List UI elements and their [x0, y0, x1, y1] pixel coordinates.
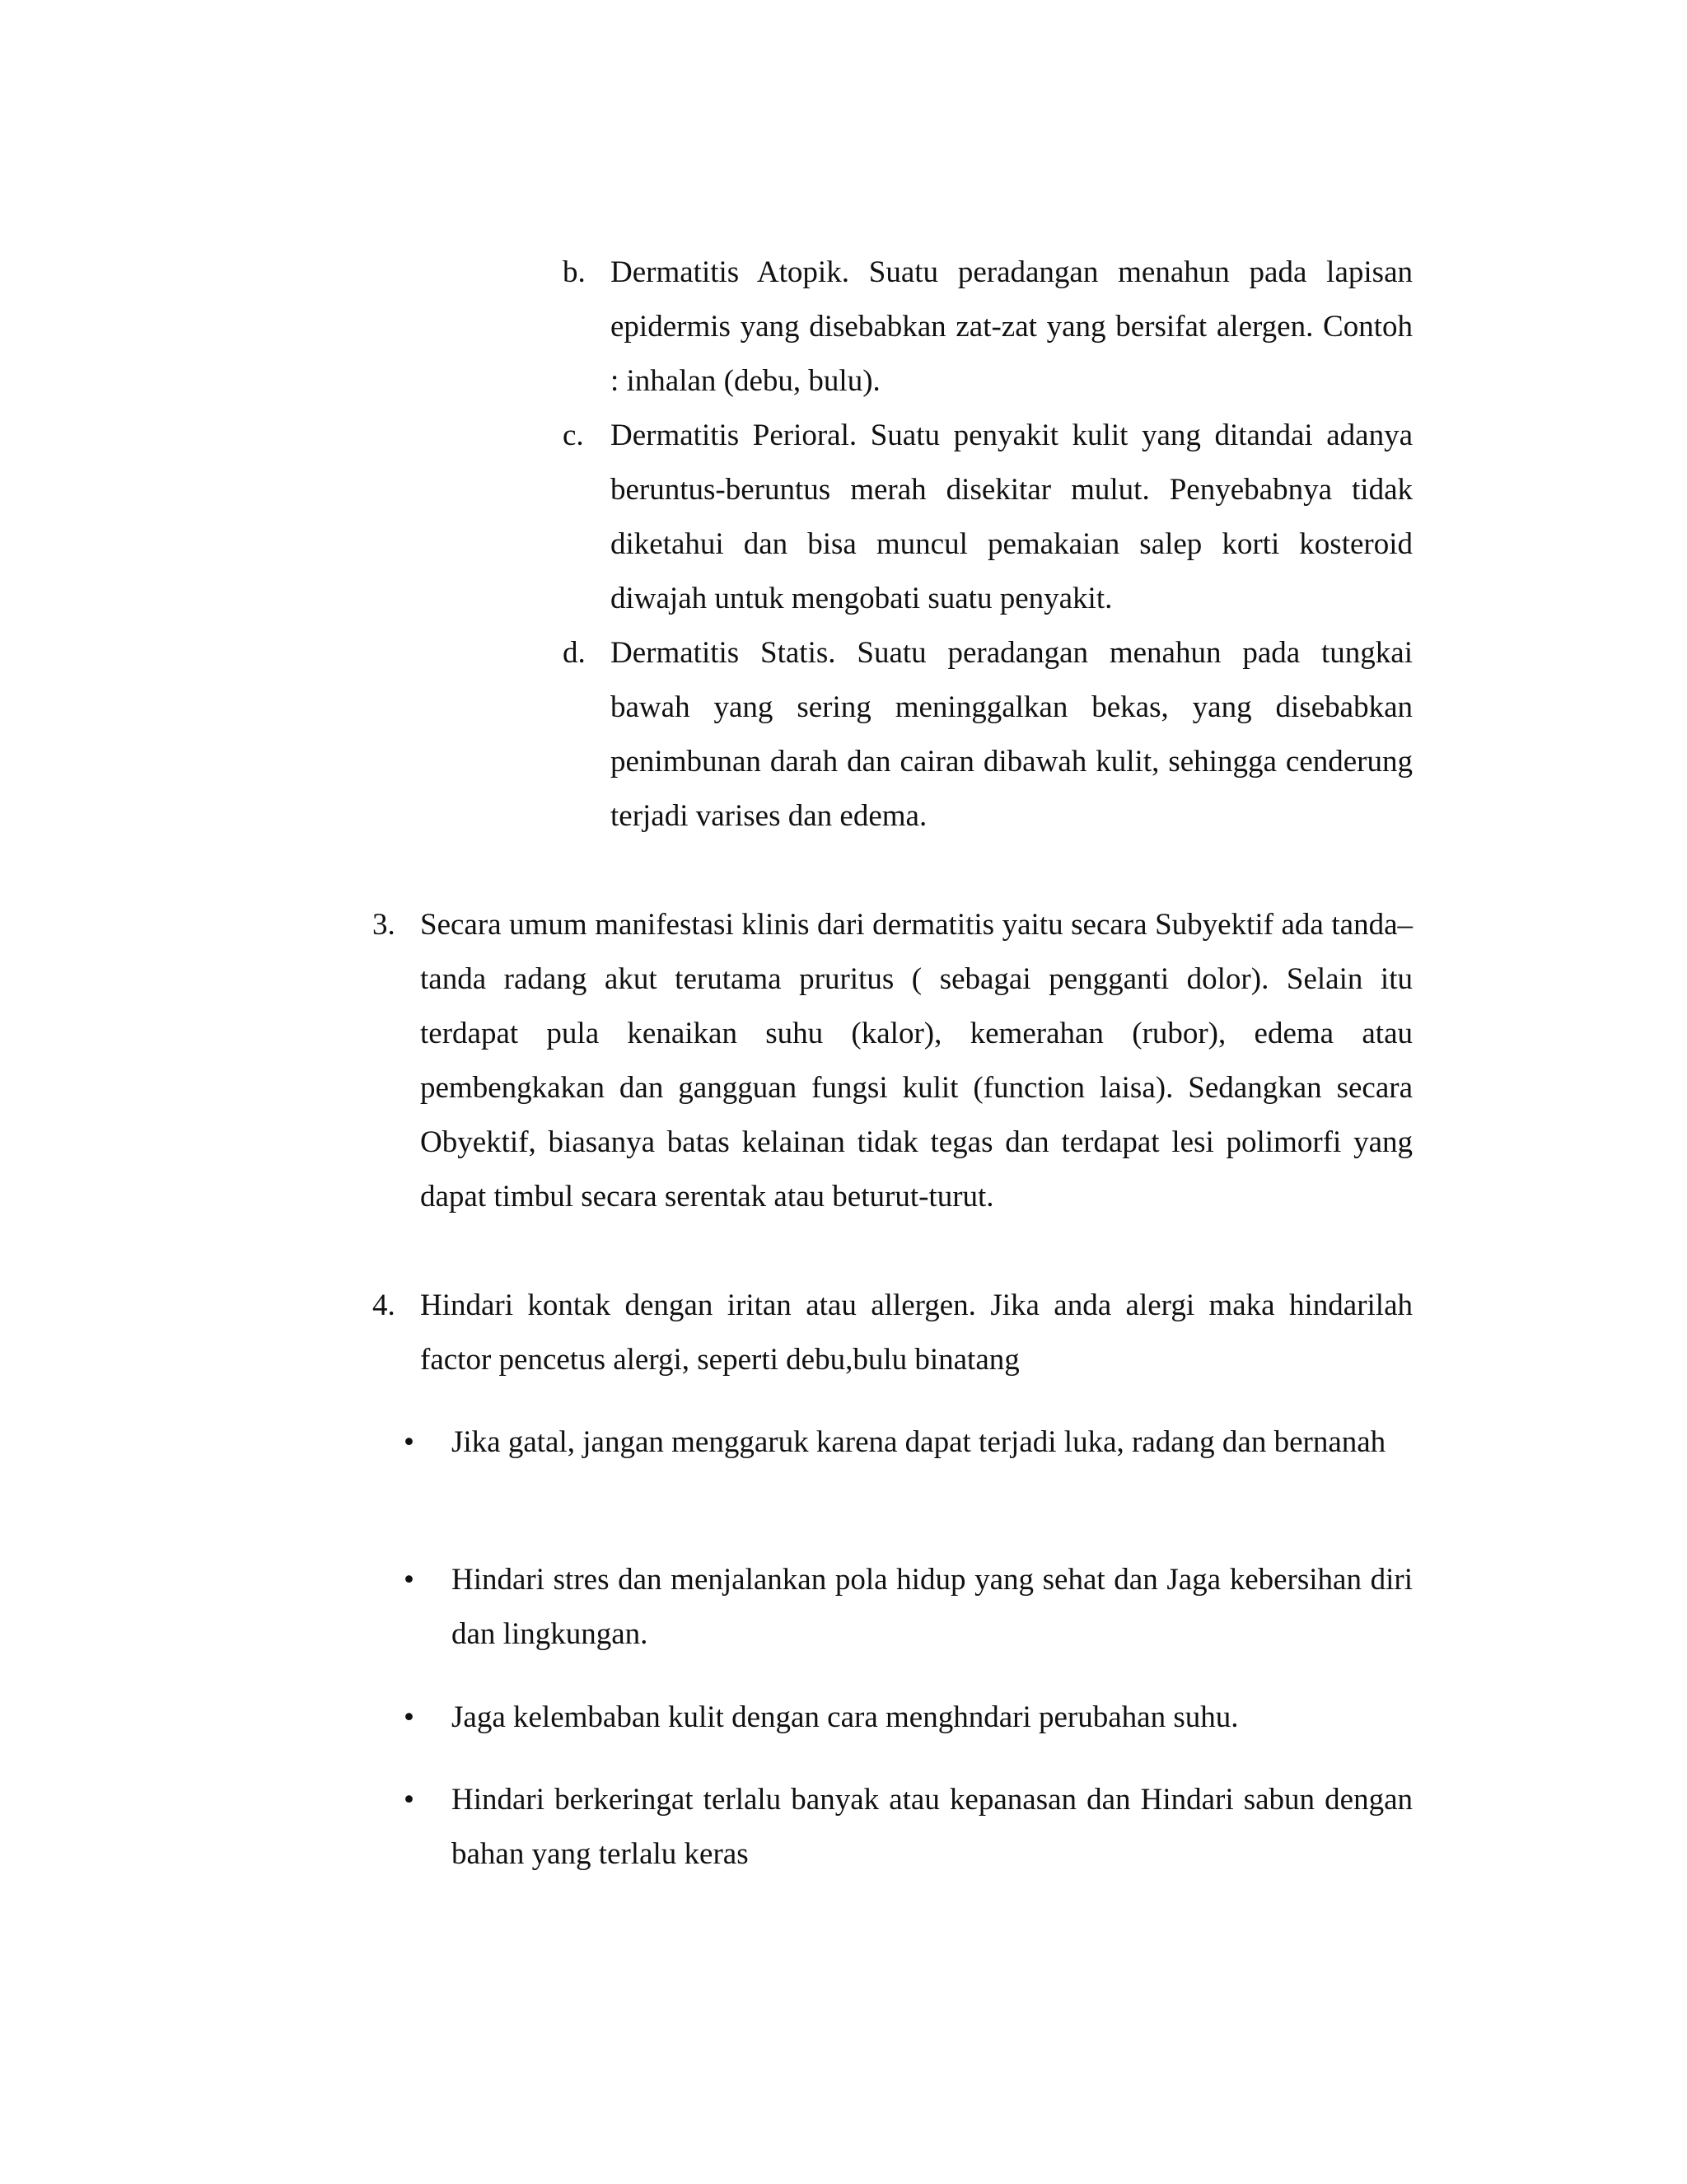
list-item-text: Secara umum manifestasi klinis dari dermatitis yaitu secara Subyektif ada tanda–tanda radang akut terutama pruritus ( sebagai pengganti dolor). Selain itu terdapat pula kenaikan suhu (kalor), kemerahan (rubor), edema atau pembengkakan dan gangguan fungsi kulit (function laisa). Sedangkan secara Obyektif, biasanya batas kelainan tidak tegas dan terdapat lesi polimorfi yang dapat timbul secara serentak atau beturut-turut. [420, 908, 1413, 1214]
bullet-icon: • [404, 1783, 414, 1817]
bullet-icon: • [404, 1563, 414, 1597]
list-item-text: Jaga kelembaban kulit dengan cara menghndari perubahan suhu. [451, 1700, 1239, 1734]
bullet-item [404, 1691, 1413, 1745]
bullet-item [404, 1553, 1413, 1662]
list-marker: b. [563, 255, 586, 289]
list-marker: d. [563, 636, 586, 670]
list-marker: 4. [372, 1288, 395, 1322]
bullet-item [404, 1773, 1413, 1882]
bullet-icon: • [404, 1700, 414, 1734]
list-item-d [563, 626, 1413, 844]
numbered-item-3 [372, 898, 1413, 1224]
list-item-text: Hindari kontak dengan iritan atau allergen. Jika anda alergi maka hindarilah factor pencetus alergi, seperti debu,bulu binatang [420, 1288, 1413, 1377]
bullet-icon: • [404, 1425, 414, 1459]
list-item-b [563, 246, 1413, 409]
list-item-text: Jika gatal, jangan menggaruk karena dapat terjadi luka, radang dan bernanah [451, 1425, 1386, 1459]
list-item-text: Hindari berkeringat terlalu banyak atau kepanasan dan Hindari sabun dengan bahan yang terlalu keras [451, 1783, 1413, 1871]
list-marker: 3. [372, 908, 395, 942]
list-item-text: Dermatitis Perioral. Suatu penyakit kulit yang ditandai adanya beruntus-beruntus merah disekitar mulut. Penyebabnya tidak diketahui dan bisa muncul pemakaian salep korti kosteroid diwajah untuk mengobati suatu penyakit. [610, 419, 1413, 615]
list-item-text: Dermatitis Atopik. Suatu peradangan menahun pada lapisan epidermis yang disebabkan zat-zat yang bersifat alergen. Contoh : inhalan (debu, bulu). [610, 255, 1413, 398]
bullet-item [404, 1415, 1413, 1470]
numbered-item-4 [372, 1279, 1413, 1387]
list-marker: c. [563, 419, 584, 452]
list-item-text: Dermatitis Statis. Suatu peradangan menahun pada tungkai bawah yang sering meninggalkan bekas, yang disebabkan penimbunan darah dan cairan dibawah kulit, sehingga cenderung terjadi varises dan edema. [610, 636, 1413, 833]
list-item-c [563, 409, 1413, 626]
list-item-text: Hindari stres dan menjalankan pola hidup yang sehat dan Jaga kebersihan diri dan lingkungan. [451, 1563, 1413, 1651]
